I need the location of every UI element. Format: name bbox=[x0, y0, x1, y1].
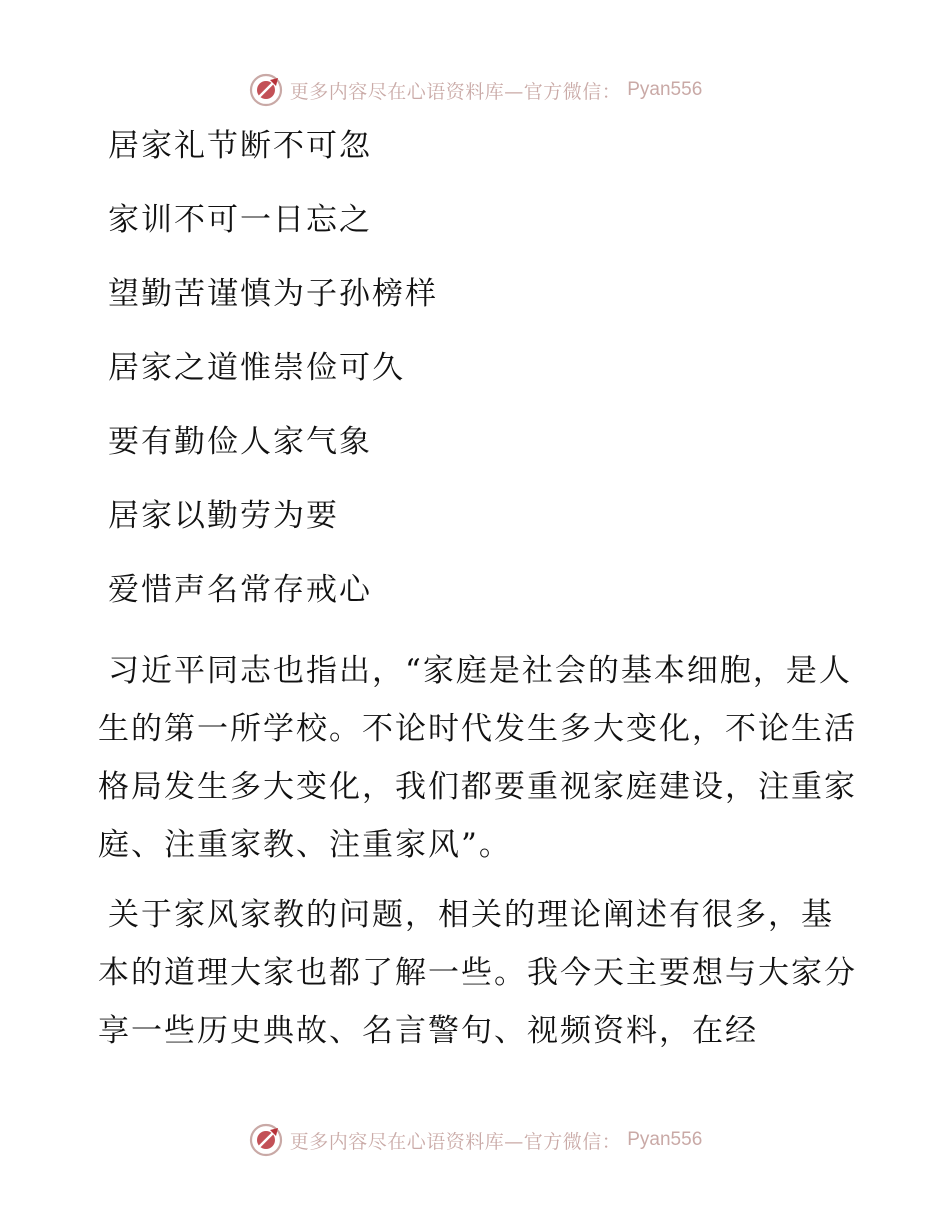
footer-watermark-wechat: Pyan556 bbox=[627, 1129, 703, 1150]
motto-line: 要有勤俭人家气象 bbox=[108, 424, 372, 460]
body-paragraph: 习近平同志也指出，“家庭是社会的基本细胞，是人生的第一所学校。不论时代发生多大变化，不论生活格局发生多大变化，我们都要重视家庭建设，注重家庭、注重家教、注重家风”。 bbox=[98, 653, 857, 863]
header-watermark-text: 更多内容尽在心语资料库—官方微信： bbox=[289, 80, 622, 103]
header-watermark-wechat: Pyan556 bbox=[627, 79, 703, 100]
footer-watermark bbox=[0, 1120, 950, 1160]
document-body bbox=[98, 122, 858, 1060]
logo-icon bbox=[248, 72, 284, 108]
footer-watermark-text: 更多内容尽在心语资料库—官方微信： bbox=[289, 1130, 622, 1153]
motto-line: 居家礼节断不可忽 bbox=[108, 128, 372, 164]
motto-line: 家训不可一日忘之 bbox=[108, 202, 372, 238]
body-paragraph: 关于家风家教的问题，相关的理论阐述有很多，基本的道理大家也都了解一些。我今天主要想与大家分享一些历史典故、名言警句、视频资料，在经 bbox=[98, 897, 857, 1049]
logo-icon bbox=[248, 1122, 284, 1158]
motto-line: 爱惜声名常存戒心 bbox=[108, 572, 372, 608]
header-watermark bbox=[0, 70, 950, 110]
motto-line: 居家之道惟崇俭可久 bbox=[108, 350, 405, 386]
motto-line: 望勤苦谨慎为子孙榜样 bbox=[108, 276, 438, 312]
motto-line: 居家以勤劳为要 bbox=[108, 498, 339, 534]
